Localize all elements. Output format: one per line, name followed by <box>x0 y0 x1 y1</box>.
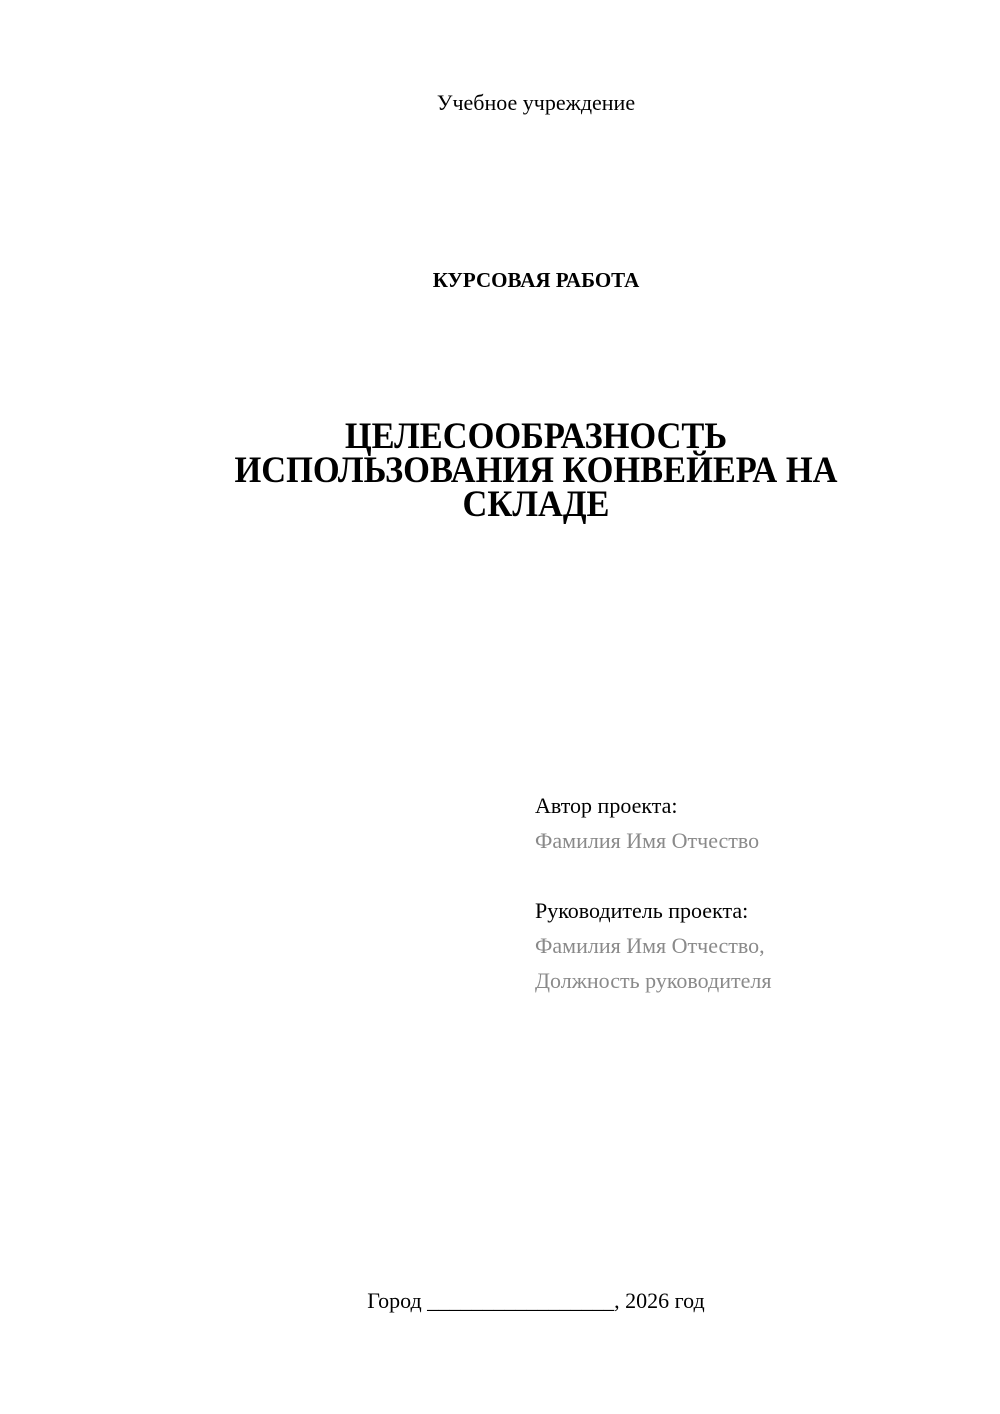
year: , 2026 год <box>614 1288 705 1313</box>
city-label: Город <box>367 1288 422 1313</box>
title-line-3: СКЛАДЕ <box>462 484 610 525</box>
supervisor-name: Фамилия Имя Отчество, <box>535 933 765 958</box>
document-title <box>0 416 1000 525</box>
title-line-2: ИСПОЛЬЗОВАНИЯ КОНВЕЙЕРА НА <box>234 450 838 491</box>
supervisor-block <box>535 893 771 998</box>
institution: Учебное учреждение <box>436 90 636 115</box>
supervisor-label: Руководитель проекта: <box>535 898 749 923</box>
author-label: Автор проекта: <box>535 793 678 818</box>
supervisor-position: Должность руководителя <box>535 968 772 993</box>
author-block <box>535 788 759 858</box>
work-type: КУРСОВАЯ РАБОТА <box>432 268 640 292</box>
title-line-1: ЦЕЛЕСООБРАЗНОСТЬ <box>344 416 728 457</box>
city-blank: _________________ <box>427 1288 615 1313</box>
author-name: Фамилия Имя Отчество <box>535 828 760 853</box>
city-year-line <box>0 1288 1000 1314</box>
